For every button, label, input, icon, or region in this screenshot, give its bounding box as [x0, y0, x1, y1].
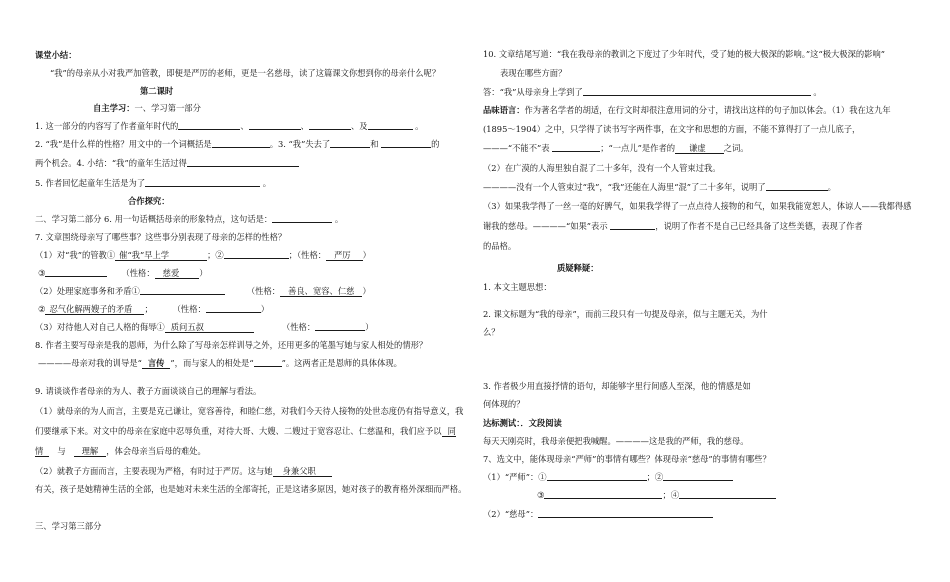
- question-7-2-cont: [38, 304, 269, 314]
- answer-blank: [249, 121, 301, 130]
- answer-blank: [254, 358, 282, 367]
- answer-blank: [178, 121, 240, 130]
- ex1-end: 之词。: [723, 143, 749, 153]
- q7-2-trait-label: （性格：: [246, 286, 281, 296]
- q7-1c-num: ③: [38, 268, 46, 278]
- answer-blank: [766, 182, 828, 191]
- question-7-1-cont: [38, 268, 208, 278]
- q7-2c-num: ②: [38, 304, 46, 314]
- q6-end: 。: [332, 214, 344, 224]
- q1-sep: 、: [240, 121, 249, 131]
- doubt-question-2-cont: 么？: [483, 327, 500, 337]
- question-7-2: [35, 286, 371, 296]
- answer-blank: [145, 178, 260, 187]
- q7-1-text: （1）对“我”的管教①: [35, 250, 116, 260]
- q7-3-trait-label: （性格：: [281, 322, 316, 332]
- filled-answer: 身兼父职: [273, 467, 332, 477]
- q7-2c-sep: ；: [144, 304, 153, 314]
- q1-end: 。: [412, 121, 424, 131]
- doubt-question-2: 2. 课文标题为“我的母亲”，而前三段只有一句提及母亲，似与主题无关，为什: [483, 309, 768, 319]
- test-passage: 每天天刚亮时，我母亲便把我喊醒。————这是我的严师，我的慈母。: [483, 436, 749, 446]
- lesson-title: 第二课时: [140, 86, 174, 96]
- answer-blank: [309, 121, 351, 130]
- q3-and: 和: [370, 139, 382, 149]
- q2-text: 2. “我”是什么样的性格？用文中的一个词概括是: [35, 139, 212, 149]
- answer-blank: [381, 139, 431, 148]
- ex2-ans-text: ————没有一个人管束过“我”，“我”还能在人海里“混”了二十多年，说明了: [483, 182, 766, 192]
- filled-answer: 谦虚: [675, 144, 724, 154]
- question-7-1: [35, 250, 371, 260]
- q9-2-text: （2）就教子方面而言，主要表现为严格，有时过于严厉。这与她: [35, 466, 273, 476]
- filled-answer: 质问五叔: [165, 323, 254, 333]
- filled-answer: 理解: [74, 447, 107, 457]
- answer-blank: [663, 472, 733, 481]
- question-7-3: [35, 322, 373, 332]
- q7-2c-close: ）: [260, 304, 270, 314]
- q7-1-close: ）: [362, 250, 371, 260]
- filled-answer: 同: [442, 427, 456, 437]
- question-1: [35, 121, 423, 131]
- item-number: ；④: [662, 490, 680, 500]
- question-10: 10. 文章结尾写道：“我在我母亲的教训之下度过了少年时代，受了她的极大极深的影响。”这“极大极深的影响”: [483, 49, 886, 59]
- question-6: [35, 214, 343, 224]
- answer-blank: [610, 221, 655, 230]
- question-9-1-line-1: （1）就母亲的为人而言，主要是克己谦让，宽容善待，和睦仁慈，对我们今天待人接物的处世态度仍有指导意义，我: [35, 406, 464, 416]
- filled-answer: 催“我”早上学: [115, 251, 207, 261]
- item-number: ；②: [646, 472, 664, 482]
- q1-text: 1. 这一部分的内容写了作者童年时代的: [35, 121, 179, 131]
- ex3-ans-text: 谢我的慈母。————“如果”表示: [483, 221, 611, 231]
- question-9-1-line-3: [35, 446, 206, 456]
- language-ex-2: （2）在广漠的人海里独自混了二十多年，没有一个人管束过我。: [483, 163, 721, 173]
- answer-blank: [206, 304, 261, 313]
- answer-blank: [187, 158, 299, 167]
- question-8-answer: [38, 358, 402, 368]
- question-9-2-line-2: 有关，孩子是她精神生活的全部，也是她对未来生活的全部寄托，正是这诸多原因，她对孩子的教育格外深细而严格。: [35, 484, 467, 494]
- answer-blank: [315, 322, 365, 331]
- strict-teacher-row-1: [483, 472, 733, 482]
- question-10-cont: 表现在哪些方面？: [500, 68, 567, 78]
- self-study-text: 一、学习第一部分: [134, 103, 201, 113]
- cooperative-heading: 合作探究：: [128, 196, 170, 206]
- answer-blank: [544, 490, 662, 499]
- q7-1c-trait-label: （性格：: [121, 268, 155, 278]
- q8-ans-text: ————母亲对我的训导是“: [38, 358, 142, 368]
- answer-blank: [140, 286, 225, 295]
- q7-2-text: （2）处理家庭事务和矛盾①: [35, 286, 140, 296]
- filled-answer: 慈爱: [155, 269, 200, 279]
- answer-blank: [538, 509, 713, 518]
- q7-1c-close: ）: [199, 268, 208, 278]
- language-text: 作为著名学者的胡适，在行文时却很注意用词的分寸，请找出这样的句子加以体会。（1）我在这九年: [524, 105, 891, 115]
- answer-blank: [212, 139, 270, 148]
- question-9-1-line-2: [35, 426, 456, 436]
- test-heading: 达标测试：．文段阅读: [483, 418, 562, 428]
- ex1-text: ———“不能不”表: [483, 143, 553, 153]
- strict-label: （1）“严师”：: [483, 472, 539, 482]
- summary-heading: 课堂小结：: [35, 50, 77, 60]
- q3-end: 的: [431, 139, 440, 149]
- question-8: 8. 作者主要写母亲是我的恩师，为什么除了写母亲怎样训导之外，还用更多的笔墨写她与家人相处的情形？: [35, 340, 428, 350]
- q10-ans-end: 。: [810, 87, 822, 97]
- language-ex-1: [483, 143, 749, 153]
- answer-blank: [547, 472, 647, 481]
- q10-ans-text: 答：“我”从母亲身上学到了: [483, 87, 583, 97]
- doubt-question-3: 3. 作者极少用直接抒情的语句，却能够字里行间感人至深，他的情感是如: [483, 381, 751, 391]
- language-heading-line: [483, 105, 891, 115]
- language-label: 品味语言：: [483, 105, 525, 115]
- doubt-heading: 质疑释疑：: [557, 263, 599, 273]
- q7-3-text: （3）对待他人对自己人格的侮辱①: [35, 322, 165, 332]
- filled-answer: 忍气化解两嫂子的矛盾: [45, 305, 144, 315]
- q1-sep: 、及: [350, 121, 368, 131]
- filled-answer: 严厉: [326, 251, 363, 261]
- q7-2c-trait-label: （性格：: [176, 304, 206, 314]
- question-10-answer: [483, 87, 822, 97]
- item-number: ①: [538, 472, 547, 482]
- part-3-heading: 三、学习第三部分: [35, 521, 102, 531]
- kind-label: （2）“慈母”：: [483, 509, 539, 519]
- answer-blank: [583, 87, 811, 96]
- q7-1-sep: ；②: [207, 250, 224, 260]
- answer-blank: [224, 250, 289, 259]
- self-study-label: 自主学习：: [93, 103, 135, 113]
- doubt-question-3-cont: 何体现的？: [483, 399, 525, 409]
- q7-3-close: ）: [365, 322, 374, 332]
- question-9-2-line-1: [35, 466, 332, 476]
- q7-2-close: ）: [362, 286, 371, 296]
- q4-text: 两个机会。4. 小结：“我”的童年生活过得: [35, 158, 187, 168]
- ex2-ans-end: 。: [827, 182, 836, 192]
- q3-text: 。3. “我”失去了: [269, 139, 331, 149]
- q5-end: 。: [260, 178, 272, 188]
- language-line-2: (1895～1904）之中，只学得了读书写字两件事，在文字和思想的方面，不能不算得打了一点儿底子，: [483, 124, 861, 134]
- self-study-heading: [93, 103, 201, 113]
- question-9: 9. 请谈谈作者母亲的为人、教子方面谈谈自己的理解与看法。: [35, 386, 262, 396]
- ex3-ans-mid: ，说明了作者不是自己已经具备了这些美德，表现了作者: [655, 221, 863, 231]
- answer-blank: [679, 490, 776, 499]
- q5-text: 5. 作者回忆起童年生活是为了: [35, 178, 146, 188]
- item-number: ③: [537, 490, 545, 500]
- answer-blank: [330, 139, 370, 148]
- answer-blank: [368, 121, 413, 130]
- language-ex-3-end: 的品格。: [483, 241, 517, 251]
- strict-teacher-row-2: [537, 490, 776, 500]
- question-2-3: [35, 139, 439, 149]
- q9-1-end: ，体会母亲当后母的难处。: [106, 446, 206, 456]
- question-3-4-cont: [35, 158, 299, 168]
- kind-mother-row: [483, 509, 713, 519]
- summary-text: “我”的母亲从小对我严加管教，即便是严厉的老师，更是一名慈母，读了这篇课文你想到你的母亲什么呢？: [50, 68, 441, 78]
- q7-1-trait-label: ；（性格：: [288, 250, 327, 260]
- q1-sep: 、: [300, 121, 309, 131]
- answer-blank: [272, 214, 332, 223]
- q8-ans-mid: ”，而与家人的相处是“: [170, 358, 254, 368]
- filled-answer: 言传: [142, 359, 171, 369]
- language-ex-2-answer: [483, 182, 836, 192]
- language-ex-3: （3）如果我学得了一丝一毫的好脾气，如果我学得了一点点待人接物的和气，如果我能宽恕人，体谅人——我都得感: [483, 201, 912, 211]
- q9-1-and: 与: [57, 446, 66, 456]
- question-5: [35, 178, 271, 188]
- q6-text: 二、学习第二部分 6. 用一句话概括母亲的形象特点，这句话是：: [35, 214, 273, 224]
- test-question-7: 7、选文中，能体现母亲“严师”的事情有哪些？体现母亲“慈母”的事情有哪些？: [483, 454, 771, 464]
- q8-ans-end: ”。这两者正是恩师的具体体现。: [281, 358, 402, 368]
- answer-blank: [552, 143, 600, 152]
- filled-answer: 情: [35, 447, 49, 457]
- doubt-question-1: 1. 本文主题思想：: [483, 282, 552, 292]
- question-7: 7. 文章围绕母亲写了哪些事？这些事分别表现了母亲的怎样的性格？: [35, 232, 287, 242]
- filled-answer: 善良、宽容、仁慈: [280, 287, 362, 297]
- ex1-mid: ；“一点儿”是作者的: [600, 143, 676, 153]
- q9-1-text: 们要继承下来。对文中的母亲在家庭中忍辱负重，对待大哥、大嫂、二嫂过于宽容忍让、仁慈温和，我们应予以: [35, 426, 442, 436]
- answer-blank: [45, 268, 107, 277]
- language-ex-3-answer: [483, 221, 863, 231]
